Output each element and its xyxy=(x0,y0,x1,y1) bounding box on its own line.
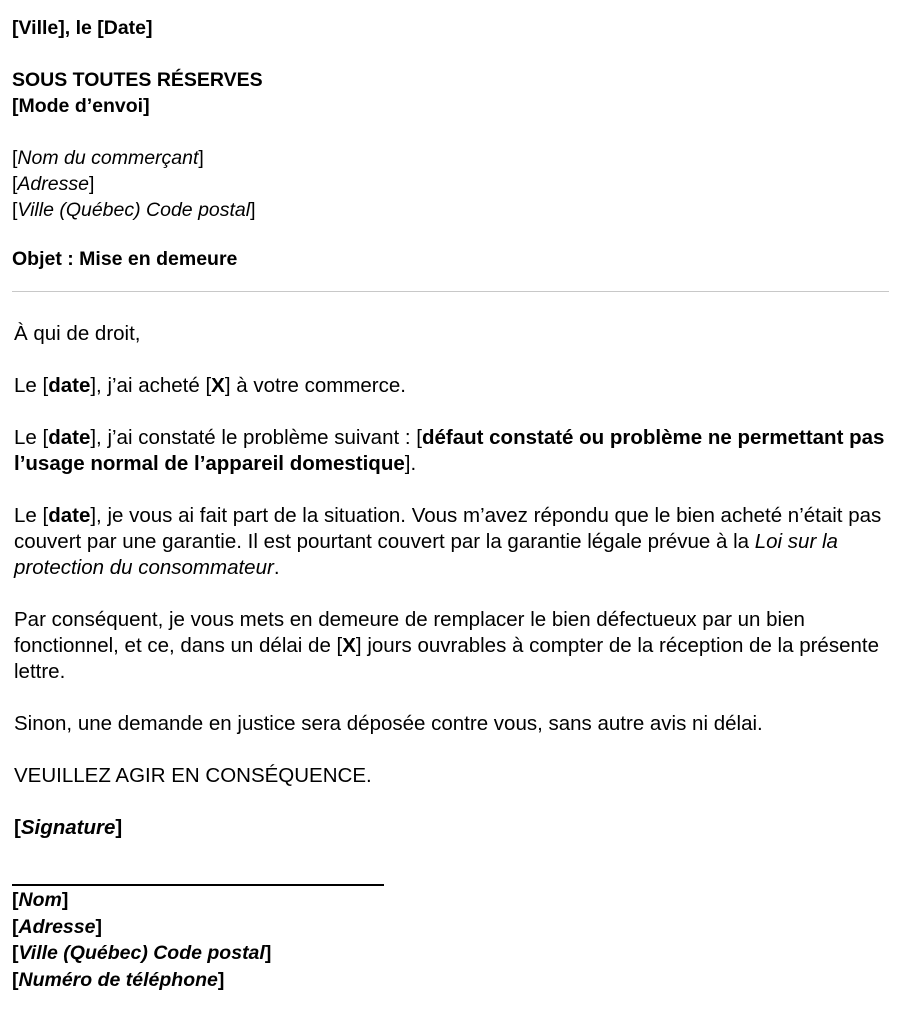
p4-text-a: Par conséquent, je vous mets en demeure de remplacer le bien défectueux par un bien fonctionnel, et ce, dans un délai de [ xyxy=(14,608,805,657)
sender-city-line: [Ville (Québec) Code postal] xyxy=(12,942,272,964)
merchant-city-line: [Ville (Québec) Code postal] xyxy=(12,199,256,221)
sender-name: Nom xyxy=(18,889,62,911)
paragraph-problem xyxy=(14,425,896,477)
p4-days: X xyxy=(342,634,356,657)
p3-date: date xyxy=(48,504,91,527)
p4-text-c: ] jours ouvrables à compter de la réception de la présente lettre. xyxy=(14,634,879,683)
p1-text-c: ], j’ai acheté [ xyxy=(90,374,212,397)
sender-address-line: [Adresse] xyxy=(12,915,102,938)
mode-line: [Mode d’envoi] xyxy=(12,95,150,117)
merchant-address: Adresse xyxy=(17,173,89,195)
sender-block xyxy=(12,887,271,993)
p1-text-a: Le [ xyxy=(14,374,49,397)
signature-text: Signature xyxy=(20,816,116,839)
sender-city: Ville (Québec) Code postal xyxy=(18,942,265,964)
p2-defect: défaut constaté ou problème ne permettant pas l’usage normal de l’appareil domestique xyxy=(14,426,885,475)
signature-placeholder: [Signature] xyxy=(14,816,123,839)
p2-text-e: ]. xyxy=(404,452,417,475)
sender-phone: Numéro de téléphone xyxy=(18,968,218,991)
paragraph-consequence: Sinon, une demande en justice sera déposée contre vous, sans autre avis ni délai. xyxy=(14,712,763,735)
sender-phone-line: [Numéro de téléphone] xyxy=(12,968,225,991)
p3-text-a: Le [ xyxy=(14,504,49,527)
signature-line xyxy=(12,884,384,886)
merchant-city: Ville (Québec) Code postal xyxy=(17,199,251,221)
merchant-name-line: [Nom du commerçant] xyxy=(12,147,204,169)
sender-name-line: [Nom] xyxy=(12,889,69,911)
city-date-line: [Ville], le [Date] xyxy=(12,17,153,39)
p3-law-title: Loi sur la protection du consommateur xyxy=(14,530,838,579)
letter-header xyxy=(12,15,892,272)
merchant-name: Nom du commerçant xyxy=(17,147,199,169)
sender-address: Adresse xyxy=(18,915,96,938)
greeting: À qui de droit, xyxy=(14,322,141,345)
paragraph-warranty xyxy=(14,503,896,581)
paragraph-demand xyxy=(14,607,896,685)
p1-item: X xyxy=(211,374,225,397)
p3-text-c: ], je vous ai fait part de la situation. Vous m’avez répondu que le bien acheté n’était pas couvert par une garantie. Il est pourtant couvert par la garantie légale prévue à la xyxy=(14,504,882,553)
p1-date: date xyxy=(48,374,91,397)
p2-date: date xyxy=(48,426,91,449)
p2-text-c: ], j’ai constaté le problème suivant : [ xyxy=(90,426,422,449)
merchant-address-line: [Adresse] xyxy=(12,173,95,195)
paragraph-act: VEUILLEZ AGIR EN CONSÉQUENCE. xyxy=(14,764,372,787)
p2-text-a: Le [ xyxy=(14,426,49,449)
header-divider xyxy=(12,291,889,292)
letter-body xyxy=(14,321,896,841)
p1-text-e: ] à votre commerce. xyxy=(224,374,406,397)
subject-line: Objet : Mise en demeure xyxy=(12,248,238,270)
p3-text-e: . xyxy=(273,556,280,579)
paragraph-purchase xyxy=(14,373,896,399)
reserve-line: SOUS TOUTES RÉSERVES xyxy=(12,69,263,91)
